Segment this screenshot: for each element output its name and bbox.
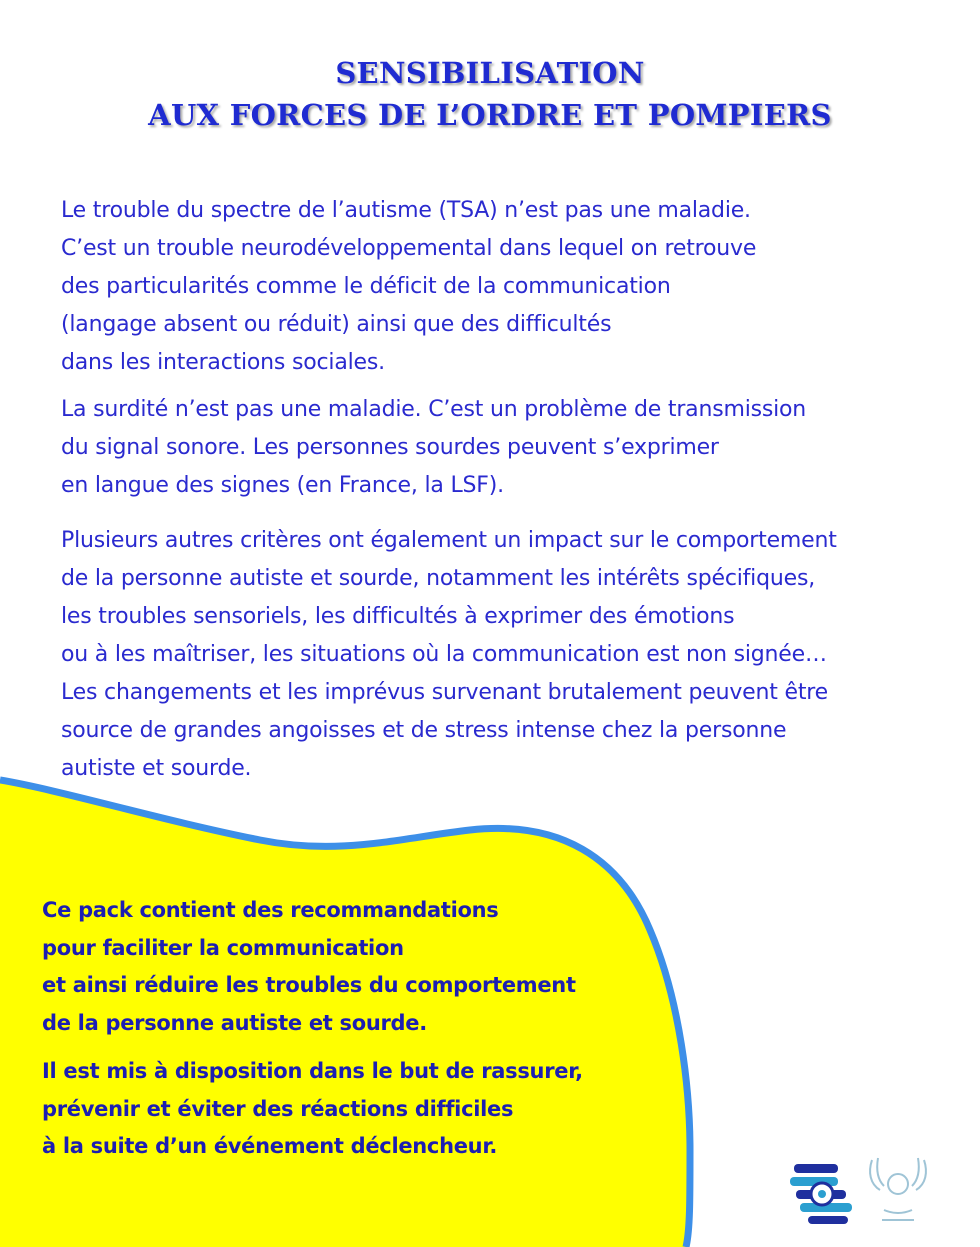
text-line: les troubles sensoriels, les difficultés à exprimer des émotions [61, 604, 735, 629]
text-line: des particularités comme le déficit de la communication [61, 274, 671, 299]
highlight-line: prévenir et éviter des réactions difficiles [42, 1096, 514, 1121]
highlight-line: Il est mis à disposition dans le but de rassurer, [42, 1059, 583, 1083]
highlight-line: Ce pack contient des recommandations [42, 898, 499, 922]
association-logo-icon [870, 1158, 926, 1220]
text-line: La surdité n’est pas une maladie. C’est un problème de transmission [61, 397, 807, 422]
highlight-line: de la personne autiste et sourde. [42, 1010, 427, 1035]
paragraph-criteria [61, 522, 941, 788]
text-line: en langue des signes (en France, la LSF). [61, 473, 504, 498]
title-line-1: SENSIBILISATION [335, 56, 645, 90]
text-line: Plusieurs autres critères ont également un impact sur le comportement [61, 528, 837, 553]
page-title [0, 52, 980, 136]
highlight-line: et ainsi réduire les troubles du comportement [42, 973, 576, 997]
hands-logo-icon [790, 1164, 852, 1224]
text-line: (langage absent ou réduit) ainsi que des difficultés [61, 312, 612, 337]
text-line: source de grandes angoisses et de stress intense chez la personne [61, 718, 787, 743]
text-line: de la personne autiste et sourde, notamment les intérêts spécifiques, [61, 566, 815, 591]
text-line: Les changements et les imprévus survenant brutalement peuvent être [61, 680, 828, 705]
paragraph-deafness [61, 391, 941, 505]
text-line: autiste et sourde. [61, 756, 252, 781]
text-line: Le trouble du spectre de l’autisme (TSA) n’est pas une maladie. [61, 198, 751, 223]
highlight-line: à la suite d’un événement déclencheur. [42, 1134, 498, 1158]
text-line: ou à les maîtriser, les situations où la communication est non signée… [61, 642, 827, 667]
paragraph-autism [61, 192, 941, 382]
title-line-2: AUX FORCES DE L’ORDRE ET POMPIERS [148, 98, 832, 132]
text-line: dans les interactions sociales. [61, 350, 385, 375]
highlight-paragraph-purpose [42, 1053, 662, 1166]
logos [786, 1150, 936, 1230]
highlight-paragraph-pack [42, 892, 662, 1042]
highlight-line: pour faciliter la communication [42, 935, 404, 960]
text-line: du signal sonore. Les personnes sourdes peuvent s’exprimer [61, 435, 719, 460]
text-line: C’est un trouble neurodéveloppemental dans lequel on retrouve [61, 236, 757, 261]
